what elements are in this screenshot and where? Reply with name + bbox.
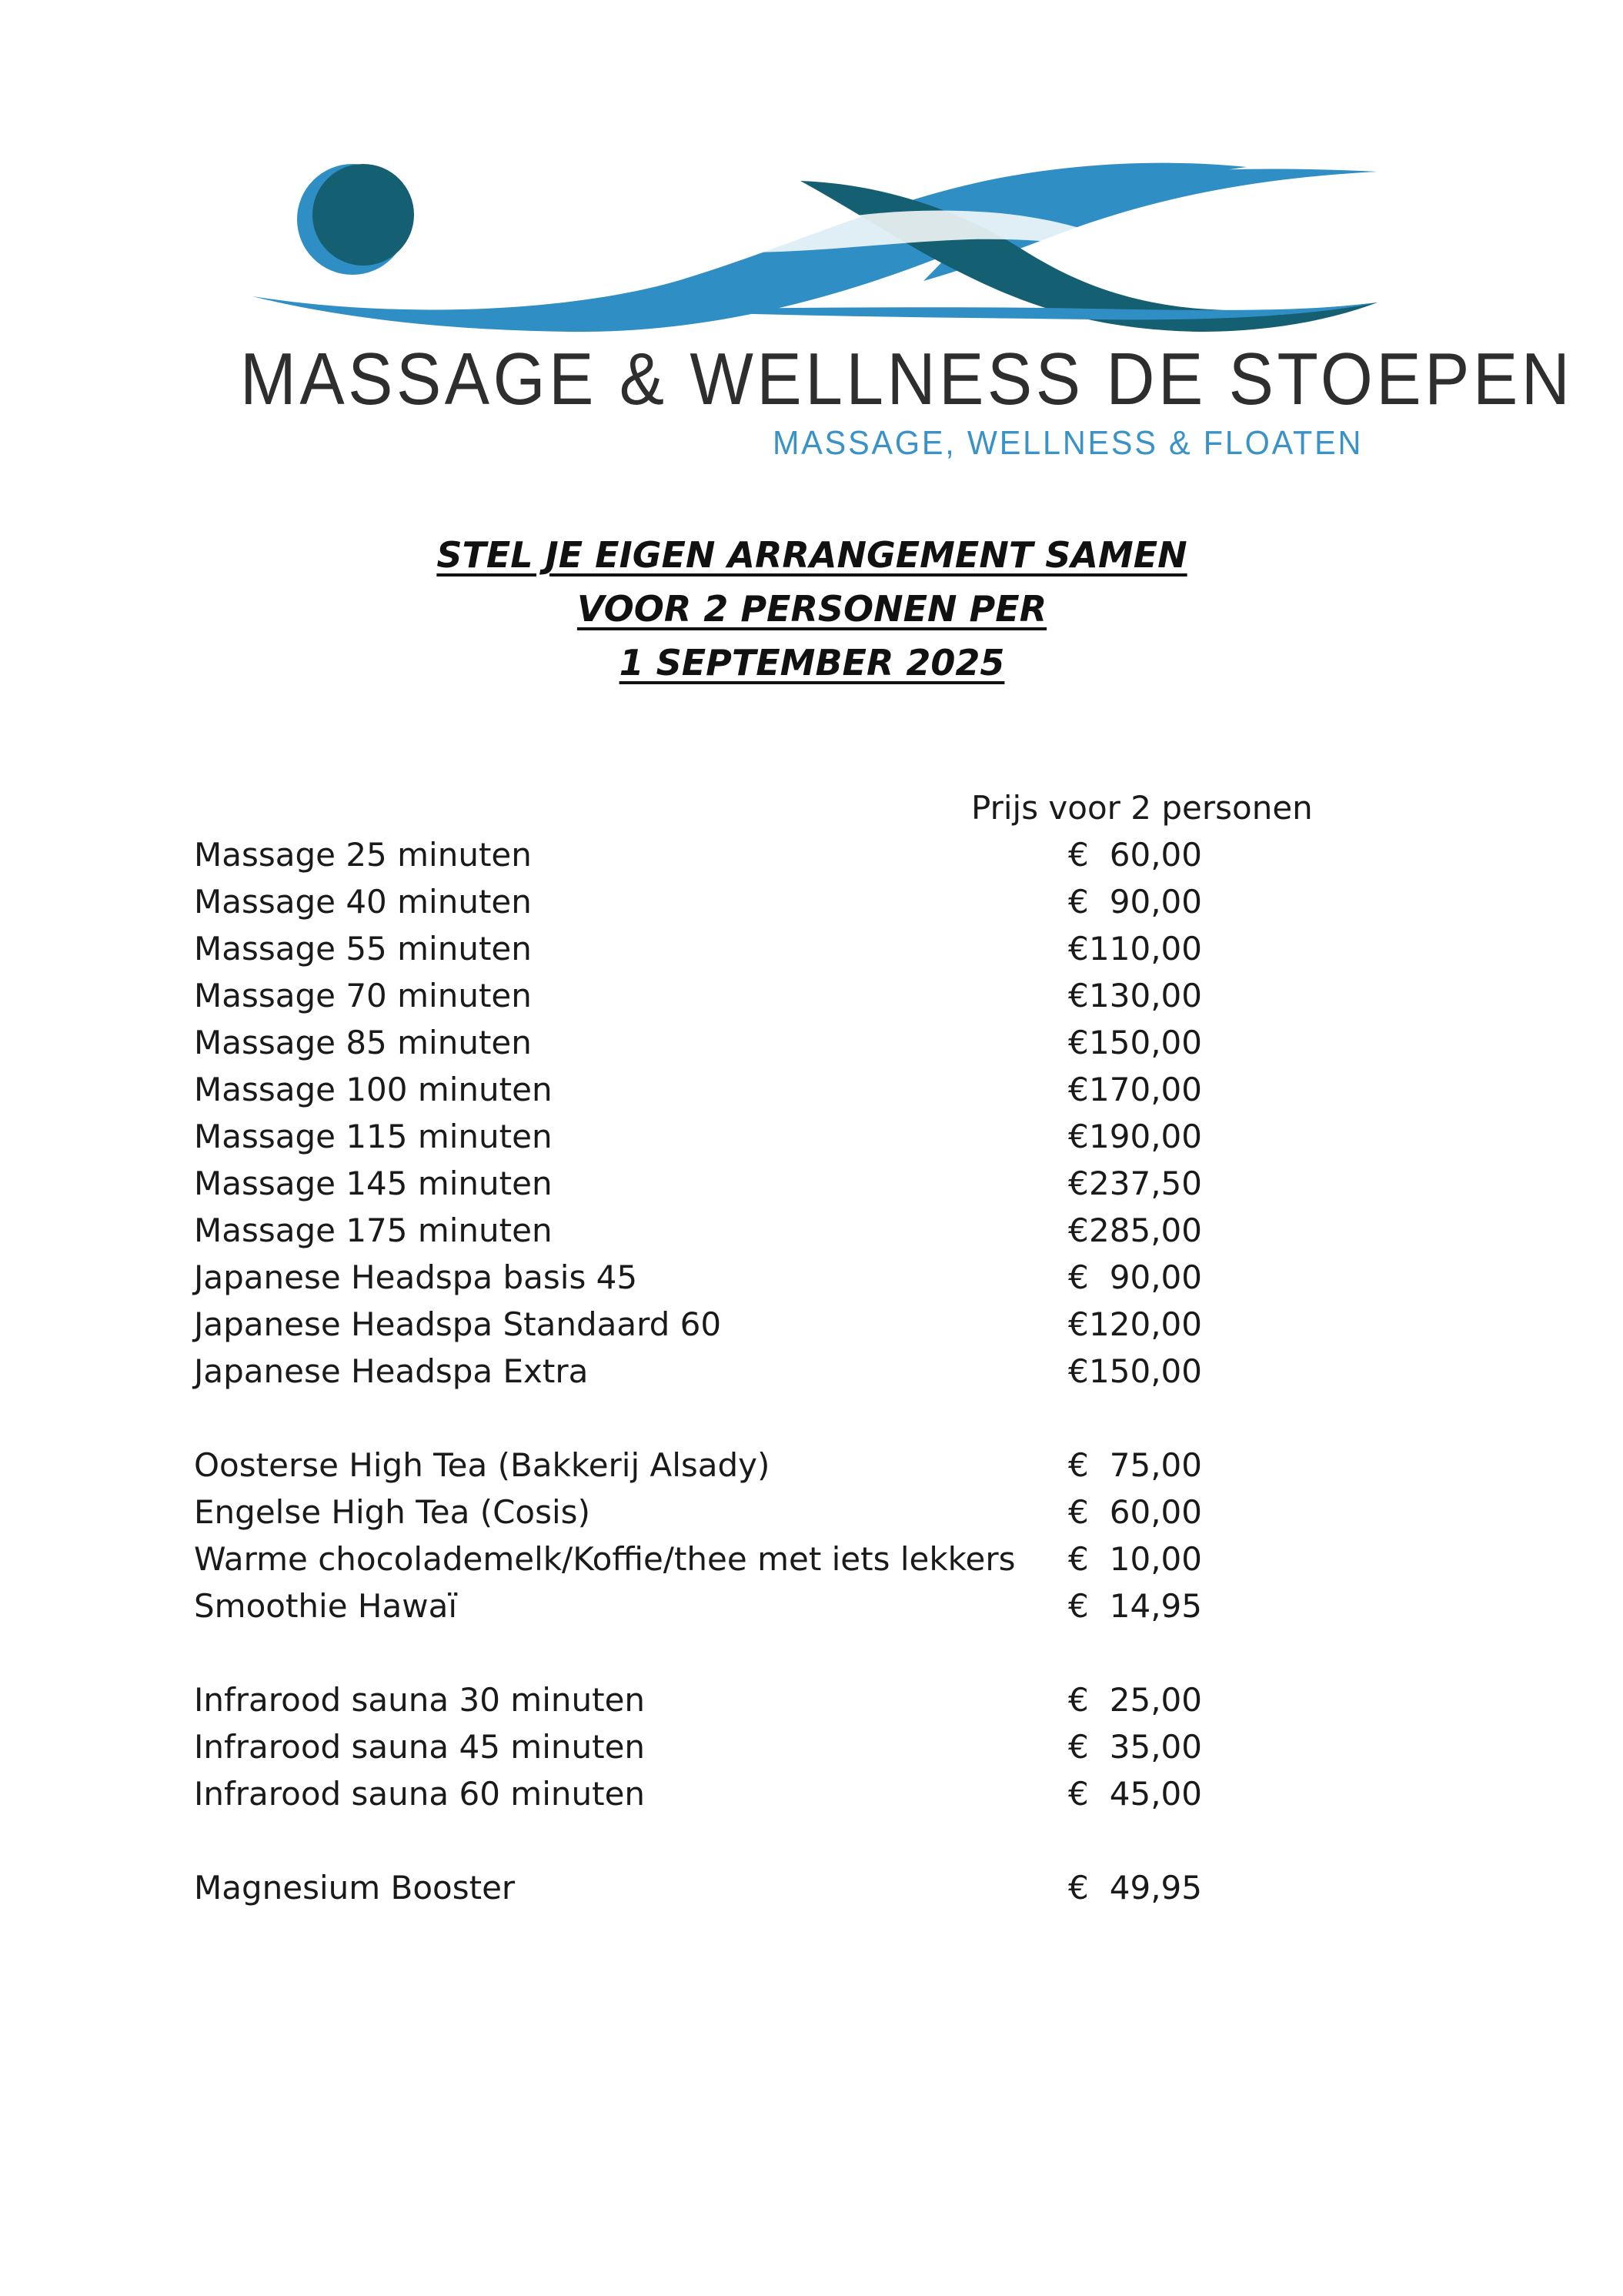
item-currency: €	[1068, 930, 1089, 968]
item-currency: €	[1068, 1024, 1089, 1061]
item-currency: €	[1068, 1775, 1089, 1813]
item-name: Massage 25 minuten	[194, 836, 532, 874]
item-price: 90,00	[1109, 1258, 1202, 1296]
item-name: Massage 85 minuten	[194, 1024, 532, 1061]
list-item	[194, 1442, 1271, 1489]
list-item	[194, 831, 1271, 878]
item-currency: €	[1068, 1493, 1089, 1531]
item-name: Infrarood sauna 45 minuten	[194, 1728, 646, 1766]
item-currency: €	[1068, 836, 1089, 874]
item-price: 285,00	[1089, 1211, 1202, 1249]
list-item	[194, 1770, 1271, 1817]
item-name: Massage 115 minuten	[194, 1118, 553, 1155]
item-price: 45,00	[1109, 1775, 1202, 1813]
wave-ribbon-logo-icon	[246, 158, 1385, 335]
list-item	[194, 972, 1271, 1019]
item-price: 25,00	[1109, 1681, 1202, 1719]
item-currency: €	[1068, 1869, 1089, 1907]
item-name: Japanese Headspa Extra	[194, 1352, 589, 1390]
item-name: Massage 70 minuten	[194, 977, 532, 1014]
item-price: 110,00	[1089, 930, 1202, 968]
item-name: Massage 175 minuten	[194, 1211, 553, 1249]
item-name: Massage 145 minuten	[194, 1165, 553, 1202]
item-price: 120,00	[1089, 1305, 1202, 1343]
item-price: 170,00	[1089, 1071, 1202, 1108]
list-item	[194, 1207, 1271, 1254]
item-name: Massage 40 minuten	[194, 883, 532, 921]
list-item	[194, 1676, 1271, 1723]
item-name: Warme chocolademelk/Koffie/thee met iets lekkers	[194, 1540, 1016, 1578]
item-currency: €	[1068, 883, 1089, 921]
list-spacer	[194, 1817, 1271, 1864]
item-price: 150,00	[1089, 1024, 1202, 1061]
item-currency: €	[1068, 1071, 1089, 1108]
item-name: Massage 55 minuten	[194, 930, 532, 968]
list-item	[194, 1723, 1271, 1770]
list-item	[194, 1864, 1271, 1911]
item-price: 10,00	[1109, 1540, 1202, 1578]
list-item	[194, 1066, 1271, 1113]
page-title	[308, 528, 1316, 690]
item-currency: €	[1068, 1352, 1089, 1390]
item-price: 35,00	[1109, 1728, 1202, 1766]
list-item	[194, 878, 1271, 925]
list-item	[194, 1254, 1271, 1301]
item-price: 190,00	[1089, 1118, 1202, 1155]
list-item	[194, 1582, 1271, 1629]
item-currency: €	[1068, 1540, 1089, 1578]
title-line-2: VOOR 2 PERSONEN PER	[576, 588, 1047, 630]
item-price: 90,00	[1109, 883, 1202, 921]
title-line-3: 1 SEPTEMBER 2025	[619, 642, 1005, 683]
item-price: 130,00	[1089, 977, 1202, 1014]
item-price: 49,95	[1109, 1869, 1202, 1907]
list-item	[194, 1348, 1271, 1395]
item-currency: €	[1068, 1258, 1089, 1296]
item-name: Infrarood sauna 60 minuten	[194, 1775, 646, 1813]
list-item	[194, 1536, 1271, 1582]
item-price: 150,00	[1089, 1352, 1202, 1390]
brand-tagline: MASSAGE, WELLNESS & FLOATEN	[773, 424, 1364, 462]
brand-name: MASSAGE & WELLNESS DE STOEPEN	[240, 338, 1574, 420]
item-price: 75,00	[1109, 1446, 1202, 1484]
list-spacer	[194, 1629, 1271, 1676]
item-price: 60,00	[1109, 836, 1202, 874]
list-item	[194, 1489, 1271, 1536]
item-currency: €	[1068, 1211, 1089, 1249]
item-name: Magnesium Booster	[194, 1869, 516, 1907]
item-currency: €	[1068, 1165, 1089, 1202]
title-line-1: STEL JE EIGEN ARRANGEMENT SAMEN	[436, 534, 1187, 576]
item-name: Japanese Headspa basis 45	[194, 1258, 638, 1296]
item-currency: €	[1068, 1587, 1089, 1625]
item-name: Oosterse High Tea (Bakkerij Alsady)	[194, 1446, 770, 1484]
price-column-header: Prijs voor 2 personen	[971, 789, 1313, 827]
list-item	[194, 1113, 1271, 1160]
list-item	[194, 925, 1271, 972]
item-currency: €	[1068, 1446, 1089, 1484]
item-price: 14,95	[1109, 1587, 1202, 1625]
price-list	[194, 831, 1271, 1911]
item-name: Engelse High Tea (Cosis)	[194, 1493, 590, 1531]
item-price: 60,00	[1109, 1493, 1202, 1531]
item-currency: €	[1068, 1305, 1089, 1343]
list-item	[194, 1160, 1271, 1207]
list-spacer	[194, 1395, 1271, 1442]
list-item	[194, 1019, 1271, 1066]
item-name: Smoothie Hawaï	[194, 1587, 457, 1625]
item-name: Infrarood sauna 30 minuten	[194, 1681, 646, 1719]
item-price: 237,50	[1089, 1165, 1202, 1202]
item-name: Massage 100 minuten	[194, 1071, 553, 1108]
item-currency: €	[1068, 977, 1089, 1014]
item-currency: €	[1068, 1681, 1089, 1719]
item-name: Japanese Headspa Standaard 60	[194, 1305, 722, 1343]
item-currency: €	[1068, 1728, 1089, 1766]
list-item	[194, 1301, 1271, 1348]
item-currency: €	[1068, 1118, 1089, 1155]
